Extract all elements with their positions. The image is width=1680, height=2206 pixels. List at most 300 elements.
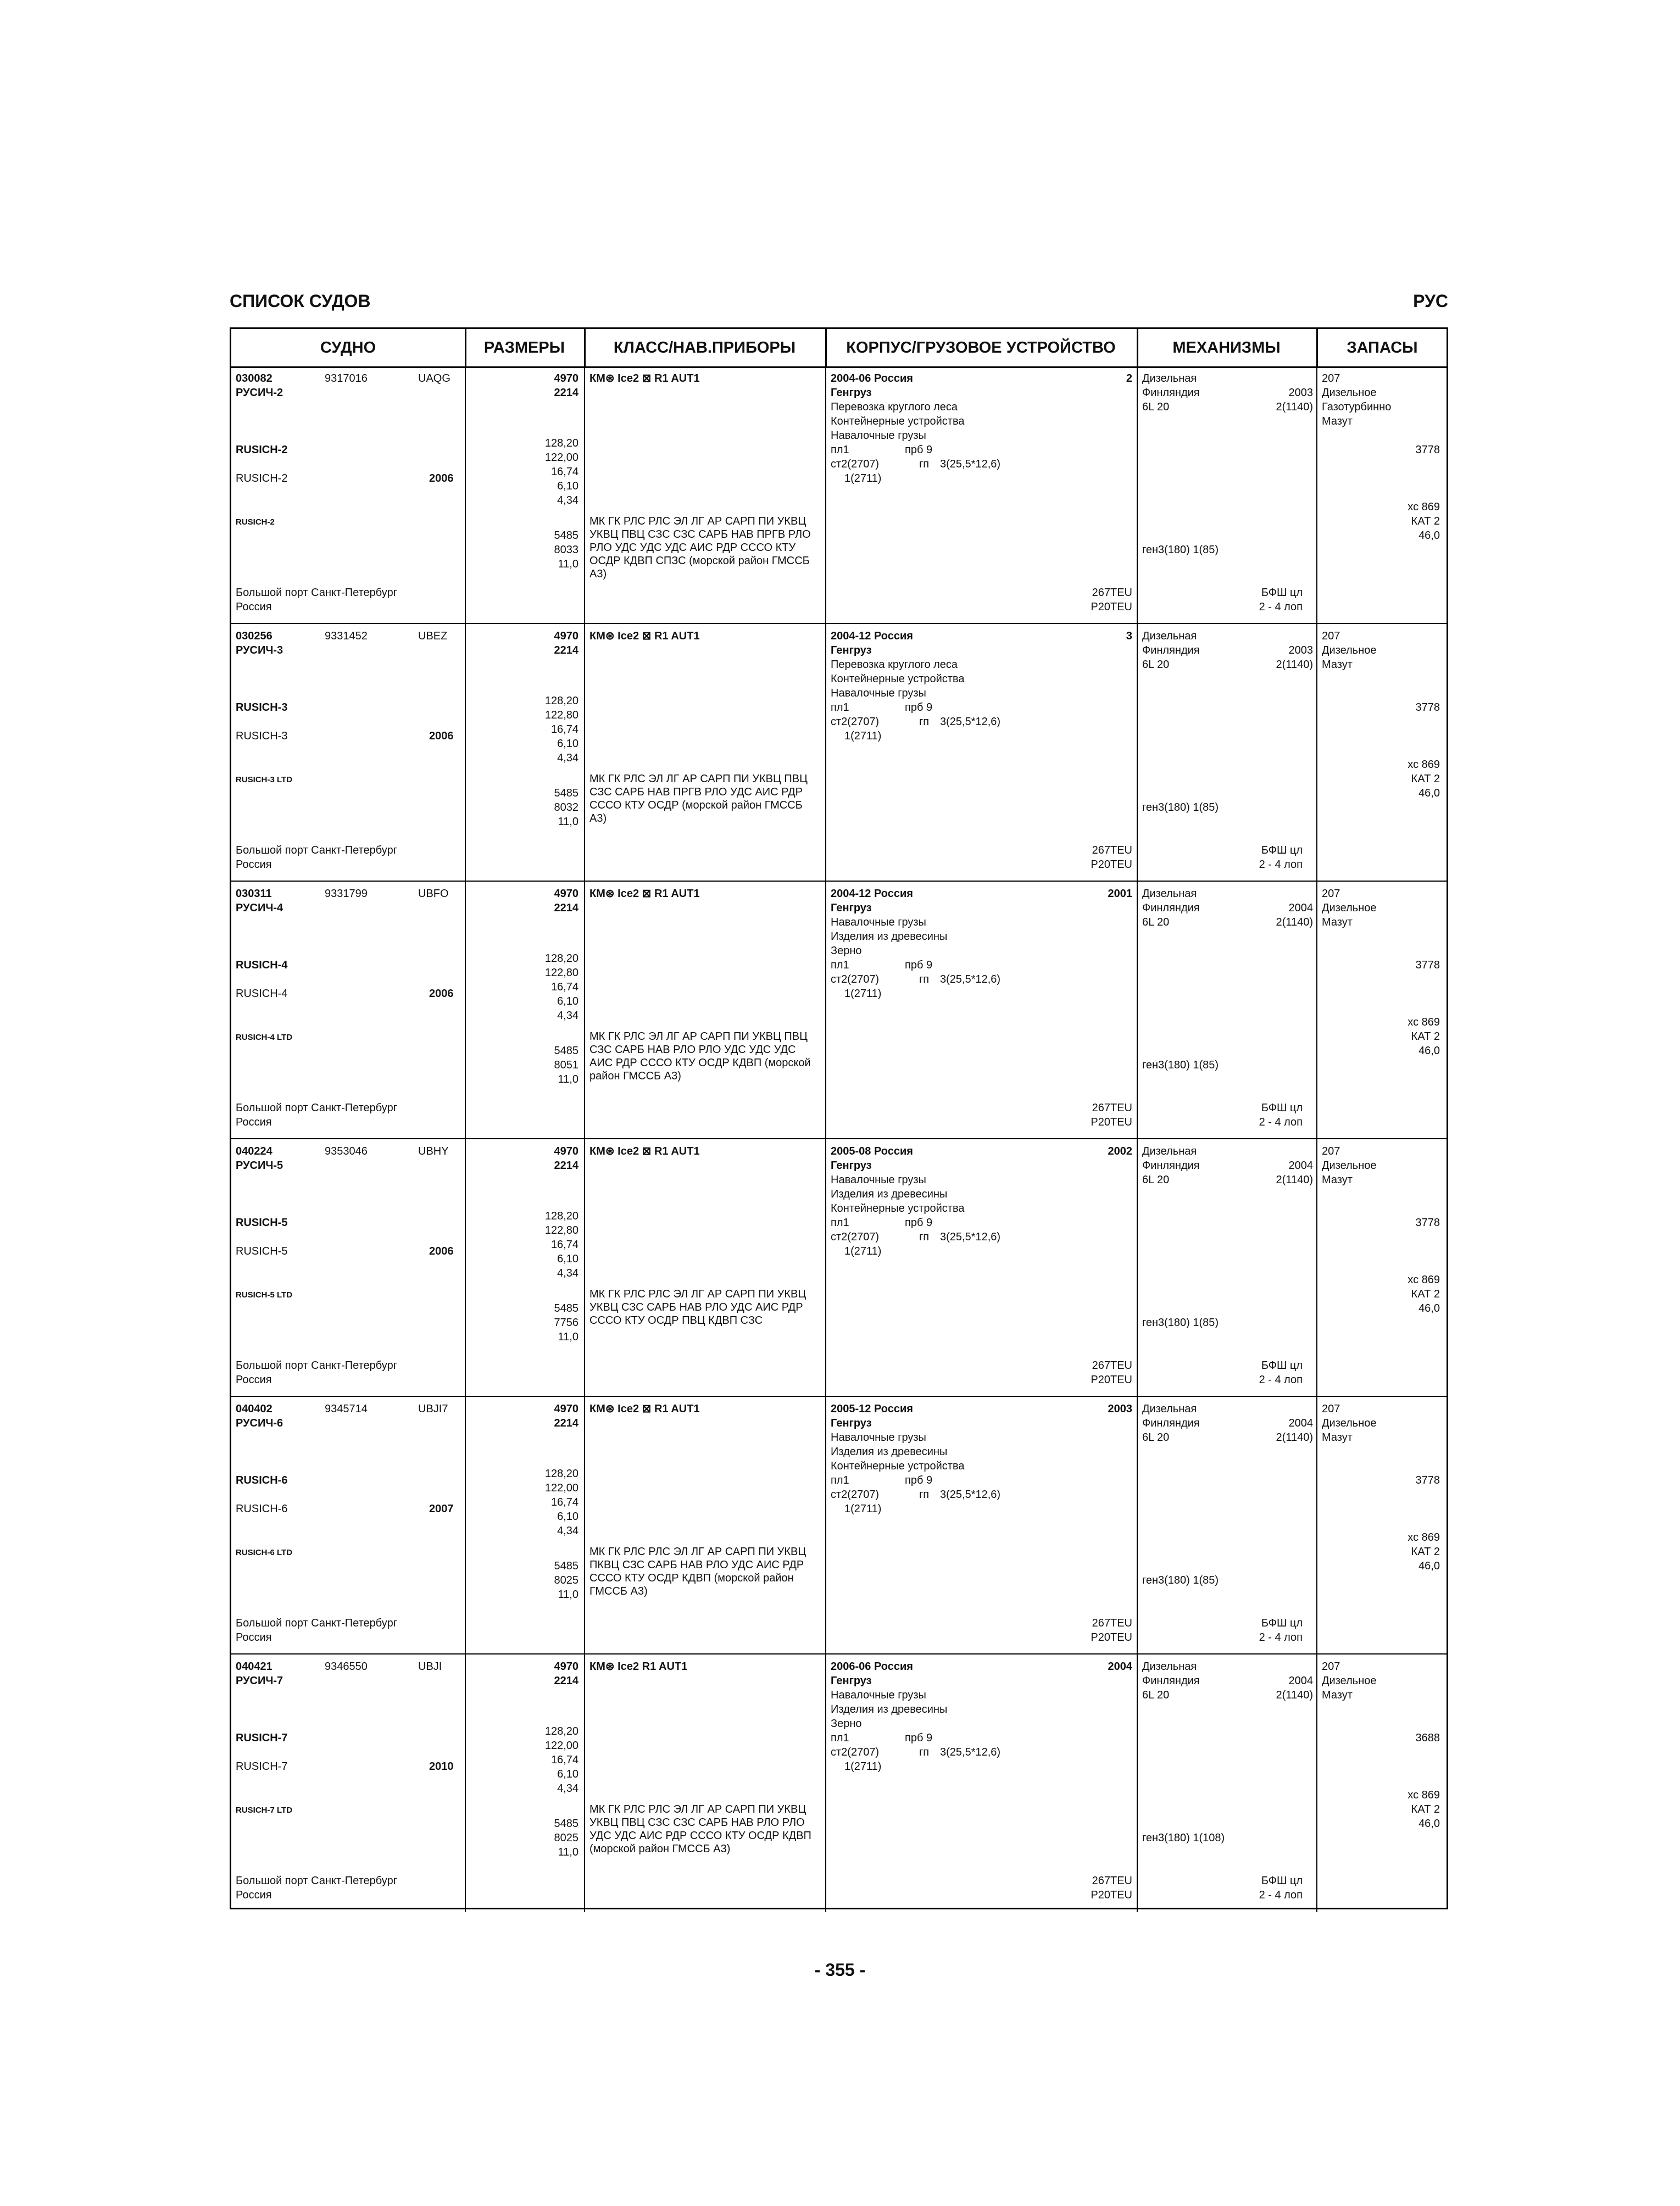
teu-20ft: P20TEU (1091, 1889, 1132, 1901)
stores-code: 207 (1322, 1145, 1340, 1157)
generators: ген3(180) 1(85) (1142, 1059, 1219, 1071)
bulkheads: прб 9 (905, 959, 933, 971)
hatch-label: гп (919, 1746, 930, 1758)
hull-built: 2006-06 Россия (831, 1661, 913, 1673)
engine-year: 2004 (1288, 1160, 1313, 1172)
home-port: Большой порт Санкт-Петербург (236, 1875, 398, 1887)
capacity-1: 5485 (554, 1818, 578, 1830)
stores-extra-2: КАТ 2 (1411, 1288, 1440, 1300)
fuel-1: Дизельное (1322, 1417, 1377, 1429)
capacity-2: 8033 (554, 544, 578, 556)
bulkheads: прб 9 (905, 1217, 933, 1229)
hull-built: 2005-12 Россия (831, 1403, 913, 1415)
cranes: ст2(2707) (831, 716, 880, 728)
hull-number: 3 (1126, 630, 1132, 642)
gross-tonnage: 2214 (554, 387, 578, 399)
gross-tonnage: 2214 (554, 902, 578, 914)
capacity-2: 8025 (554, 1574, 578, 1586)
cargo-type-3: Навалочные грузы (831, 430, 926, 442)
class-notation: КМ⊛ Ice2 ⊠ R1 AUT1 (589, 888, 700, 900)
build-year: 2007 (429, 1503, 454, 1515)
cargo-type-2: Контейнерные устройства (831, 673, 965, 685)
draught: 4,34 (557, 1010, 578, 1022)
capacity-1: 5485 (554, 1302, 578, 1314)
operator: RUSICH-4 LTD (236, 1033, 293, 1042)
capacity-1: 5485 (554, 530, 578, 542)
capacity-1: 5485 (554, 1560, 578, 1572)
hull-built: 2004-12 Россия (831, 630, 913, 642)
hatch-label: гп (919, 1231, 930, 1243)
engine-country: Финляндия (1142, 1160, 1200, 1172)
stores-extra-3: 46,0 (1418, 787, 1440, 799)
cargo-type-2: Изделия из древесины (831, 1188, 948, 1200)
home-port: Большой порт Санкт-Петербург (236, 1360, 398, 1372)
gross-tonnage: 2214 (554, 644, 578, 656)
cranes-2: 1(2711) (844, 472, 882, 484)
bulkheads: прб 9 (905, 701, 933, 714)
cranes: ст2(2707) (831, 1746, 880, 1758)
teu-capacity: 267TEU (1092, 1360, 1132, 1372)
gross-tonnage: 2214 (554, 1675, 578, 1687)
build-year: 2006 (429, 472, 454, 484)
builder: Генгруз (831, 1675, 872, 1687)
class-notation: КМ⊛ Ice2 ⊠ R1 AUT1 (589, 372, 700, 385)
length-pp: 122,00 (544, 452, 578, 464)
cargo-type-3: Контейнерные устройства (831, 1460, 965, 1472)
engine-model: 6L 20 (1142, 1689, 1170, 1701)
cranes-2: 1(2711) (844, 1761, 882, 1773)
stores-extra-2: КАТ 2 (1411, 773, 1440, 785)
operator: RUSICH-3 LTD (236, 775, 293, 784)
generators: ген3(180) 1(85) (1142, 1574, 1219, 1586)
former-name: RUSICH-5 (236, 1245, 288, 1257)
propeller: БФШ цл (1261, 844, 1303, 856)
stores-extra-3: 46,0 (1418, 1045, 1440, 1057)
build-year: 2006 (429, 730, 454, 742)
breadth: 16,74 (550, 723, 578, 736)
home-port: Большой порт Санкт-Петербург (236, 587, 398, 599)
name-en: RUSICH-7 (236, 1732, 288, 1744)
engine-country: Финляндия (1142, 1675, 1200, 1687)
build-year: 2010 (429, 1761, 454, 1773)
depth: 6,10 (557, 1253, 578, 1265)
imo-number: 9346550 (325, 1661, 368, 1673)
builder: Генгруз (831, 387, 872, 399)
operator: RUSICH-2 (236, 517, 275, 527)
engine-year: 2004 (1288, 1417, 1313, 1429)
cargo-type-2: Изделия из древесины (831, 931, 948, 943)
stores-code: 207 (1322, 372, 1340, 385)
name-en: RUSICH-6 (236, 1474, 288, 1486)
draught: 4,34 (557, 752, 578, 764)
flag-country: Россия (236, 1116, 272, 1128)
length-overall: 128,20 (544, 1468, 578, 1480)
length-pp: 122,80 (544, 967, 578, 979)
generators: ген3(180) 1(85) (1142, 801, 1219, 814)
draught: 4,34 (557, 1267, 578, 1279)
fuel-1: Дизельное (1322, 1160, 1377, 1172)
propeller-blades: 2 - 4 лоп (1259, 859, 1303, 871)
capacity-2: 8025 (554, 1832, 578, 1844)
fuel-capacity: 3688 (1415, 1732, 1440, 1744)
cargo-type-1: Навалочные грузы (831, 1689, 926, 1701)
name-ru: РУСИЧ-3 (236, 644, 283, 656)
engine-type: Дизельная (1142, 630, 1197, 642)
engine-country: Финляндия (1142, 644, 1200, 656)
fuel-2: Мазут (1322, 659, 1353, 671)
former-name: RUSICH-7 (236, 1761, 288, 1773)
nav-equipment: МК ГК РЛС РЛС ЭЛ ЛГ АР САРП ПИ УКВЦ УКВЦ СЗС САРБ НАВ РЛО УДС АИС РДР СССО КТУ ОСДР ПВЦ КДВП СЗС (589, 1288, 806, 1327)
fuel-1: Дизельное (1322, 387, 1377, 399)
cargo-type-1: Навалочные грузы (831, 1431, 926, 1444)
engine-type: Дизельная (1142, 1145, 1197, 1157)
stores-extra-2: КАТ 2 (1411, 515, 1440, 527)
cargo-type-3: Контейнерные устройства (831, 1202, 965, 1215)
length-overall: 128,20 (544, 695, 578, 707)
decks: пл1 (831, 959, 849, 971)
capacity-1: 5485 (554, 787, 578, 799)
vessel-record (231, 1654, 1447, 1912)
decks: пл1 (831, 701, 849, 714)
home-port: Большой порт Санкт-Петербург (236, 1617, 398, 1629)
col-vessel: СУДНО (320, 339, 376, 356)
flag-country: Россия (236, 1631, 272, 1644)
hatch-dims: 3(25,5*12,6) (940, 1231, 1001, 1243)
cargo-type-3: Зерно (831, 1718, 862, 1730)
cargo-type-1: Перевозка круглого леса (831, 401, 958, 413)
propeller: БФШ цл (1261, 1102, 1303, 1114)
service-speed: 11,0 (558, 1846, 578, 1858)
fuel-1: Дизельное (1322, 1675, 1377, 1687)
capacity-2: 8051 (554, 1059, 578, 1071)
fuel-capacity: 3778 (1415, 959, 1440, 971)
former-name: RUSICH-6 (236, 1503, 288, 1515)
hull-built: 2005-08 Россия (831, 1145, 913, 1157)
operator: RUSICH-6 LTD (236, 1548, 293, 1557)
class-notation: КМ⊛ Ice2 ⊠ R1 AUT1 (589, 1403, 700, 1415)
nav-equipment: МК ГК РЛС ЭЛ ЛГ АР САРП ПИ УКВЦ ПВЦ СЗС САРБ НАВ РЛО РЛО УДС УДС УДС АИС РДР СССО КТУ ОСДР КДВП (морской район ГМССБ А3) (589, 1030, 811, 1082)
name-ru: РУСИЧ-5 (236, 1160, 283, 1172)
flag-country: Россия (236, 1889, 272, 1901)
service-speed: 11,0 (558, 1073, 578, 1085)
call-sign: UBHY (418, 1145, 449, 1157)
reg-number: 030311 (236, 888, 272, 900)
engine-power: 2(1140) (1276, 1174, 1313, 1186)
length-overall: 128,20 (544, 1210, 578, 1222)
service-speed: 11,0 (558, 1589, 578, 1601)
generators: ген3(180) 1(85) (1142, 1317, 1219, 1329)
fuel-capacity: 3778 (1415, 701, 1440, 714)
hatch-dims: 3(25,5*12,6) (940, 1489, 1001, 1501)
engine-power: 2(1140) (1276, 401, 1313, 413)
class-notation: КМ⊛ Ice2 R1 AUT1 (589, 1661, 688, 1673)
engine-model: 6L 20 (1142, 916, 1170, 928)
engine-country: Финляндия (1142, 387, 1200, 399)
hull-number: 2004 (1108, 1661, 1132, 1673)
hull-number: 2003 (1108, 1403, 1132, 1415)
length-pp: 122,80 (544, 1224, 578, 1236)
cargo-type-2: Контейнерные устройства (831, 415, 965, 427)
deadweight: 4970 (554, 888, 578, 900)
breadth: 16,74 (550, 981, 578, 993)
propeller-blades: 2 - 4 лоп (1259, 1374, 1303, 1386)
engine-type: Дизельная (1142, 372, 1197, 385)
former-name: RUSICH-2 (236, 472, 288, 484)
stores-extra-3: 46,0 (1418, 1302, 1440, 1314)
imo-number: 9331799 (325, 888, 368, 900)
name-en: RUSICH-5 (236, 1217, 288, 1229)
build-year: 2006 (429, 1245, 454, 1257)
fuel-3: Мазут (1322, 415, 1353, 427)
deadweight: 4970 (554, 630, 578, 642)
col-dimensions: РАЗМЕРЫ (483, 339, 565, 356)
hull-number: 2002 (1108, 1145, 1132, 1157)
name-en: RUSICH-3 (236, 701, 288, 714)
reg-number: 030082 (236, 372, 272, 385)
fuel-1: Дизельное (1322, 902, 1377, 914)
draught: 4,34 (557, 494, 578, 506)
bulkheads: прб 9 (905, 444, 933, 456)
col-class: КЛАСС/НАВ.ПРИБОРЫ (613, 339, 796, 356)
hatch-dims: 3(25,5*12,6) (940, 973, 1001, 985)
propeller-blades: 2 - 4 лоп (1259, 1889, 1303, 1901)
length-overall: 128,20 (544, 952, 578, 965)
imo-number: 9353046 (325, 1145, 368, 1157)
capacity-2: 7756 (554, 1317, 578, 1329)
call-sign: UBJI (418, 1661, 442, 1673)
stores-extra-3: 46,0 (1418, 1818, 1440, 1830)
engine-model: 6L 20 (1142, 659, 1170, 671)
engine-country: Финляндия (1142, 902, 1200, 914)
engine-country: Финляндия (1142, 1417, 1200, 1429)
cranes: ст2(2707) (831, 1231, 880, 1243)
col-machinery: МЕХАНИЗМЫ (1172, 339, 1281, 356)
gross-tonnage: 2214 (554, 1160, 578, 1172)
deadweight: 4970 (554, 1661, 578, 1673)
stores-extra-1: хс 869 (1408, 1531, 1440, 1544)
length-pp: 122,00 (544, 1740, 578, 1752)
fuel-capacity: 3778 (1415, 1217, 1440, 1229)
stores-extra-1: хс 869 (1408, 1016, 1440, 1028)
generators: ген3(180) 1(85) (1142, 544, 1219, 556)
service-speed: 11,0 (558, 1331, 578, 1343)
call-sign: UBJI7 (418, 1403, 448, 1415)
capacity-2: 8032 (554, 801, 578, 814)
builder: Генгруз (831, 644, 872, 656)
teu-20ft: P20TEU (1091, 1374, 1132, 1386)
fuel-2: Мазут (1322, 1431, 1353, 1444)
stores-extra-2: КАТ 2 (1411, 1546, 1440, 1558)
cargo-type-3: Навалочные грузы (831, 687, 926, 699)
depth: 6,10 (557, 480, 578, 492)
stores-extra-2: КАТ 2 (1411, 1803, 1440, 1815)
engine-power: 2(1140) (1276, 659, 1313, 671)
cranes-2: 1(2711) (844, 730, 882, 742)
page-title: СПИСОК СУДОВ (230, 291, 371, 311)
name-ru: РУСИЧ-7 (236, 1675, 283, 1687)
imo-number: 9317016 (325, 372, 368, 385)
length-pp: 122,80 (544, 709, 578, 721)
deadweight: 4970 (554, 1403, 578, 1415)
builder: Генгруз (831, 902, 872, 914)
engine-year: 2004 (1288, 902, 1313, 914)
engine-type: Дизельная (1142, 1661, 1197, 1673)
flag-country: Россия (236, 859, 272, 871)
cargo-type-3: Зерно (831, 945, 862, 957)
class-notation: КМ⊛ Ice2 ⊠ R1 AUT1 (589, 630, 700, 642)
builder: Генгруз (831, 1160, 872, 1172)
stores-extra-3: 46,0 (1418, 530, 1440, 542)
cargo-type-1: Навалочные грузы (831, 1174, 926, 1186)
cargo-type-2: Изделия из древесины (831, 1703, 948, 1715)
hull-built: 2004-06 Россия (831, 372, 913, 385)
breadth: 16,74 (550, 466, 578, 478)
imo-number: 9331452 (325, 630, 368, 642)
engine-type: Дизельная (1142, 888, 1197, 900)
hatch-dims: 3(25,5*12,6) (940, 458, 1001, 470)
engine-model: 6L 20 (1142, 1431, 1170, 1444)
reg-number: 040402 (236, 1403, 272, 1415)
home-port: Большой порт Санкт-Петербург (236, 844, 398, 856)
hatch-label: гп (919, 716, 930, 728)
depth: 6,10 (557, 1511, 578, 1523)
depth: 6,10 (557, 738, 578, 750)
reg-number: 040421 (236, 1661, 272, 1673)
builder: Генгруз (831, 1417, 872, 1429)
cranes: ст2(2707) (831, 973, 880, 985)
vessel-record (231, 1139, 1447, 1397)
nav-equipment: МК ГК РЛС РЛС ЭЛ ЛГ АР САРП ПИ УКВЦ УКВЦ ПВЦ СЗС СЗС САРБ НАВ РЛО РЛО УДС УДС АИС РДР СССО КТУ ОСДР КДВП (морской район ГМССБ А3) (589, 1803, 811, 1855)
name-en: RUSICH-4 (236, 959, 288, 971)
page-code: РУС (1413, 291, 1448, 311)
stores-code: 207 (1322, 1661, 1340, 1673)
teu-capacity: 267TEU (1092, 844, 1132, 856)
deadweight: 4970 (554, 1145, 578, 1157)
col-stores: ЗАПАСЫ (1347, 339, 1418, 356)
operator: RUSICH-7 LTD (236, 1806, 293, 1815)
page-number: - 355 - (814, 1960, 866, 1980)
deadweight: 4970 (554, 372, 578, 385)
propeller: БФШ цл (1261, 1875, 1303, 1887)
engine-year: 2003 (1288, 387, 1313, 399)
engine-model: 6L 20 (1142, 1174, 1170, 1186)
former-name: RUSICH-4 (236, 988, 288, 1000)
stores-extra-1: хс 869 (1408, 759, 1440, 771)
cranes: ст2(2707) (831, 1489, 880, 1501)
depth: 6,10 (557, 1768, 578, 1780)
capacity-1: 5485 (554, 1045, 578, 1057)
call-sign: UBFO (418, 888, 449, 900)
teu-20ft: P20TEU (1091, 601, 1132, 613)
teu-capacity: 267TEU (1092, 587, 1132, 599)
hatch-label: гп (919, 1489, 930, 1501)
propeller-blades: 2 - 4 лоп (1259, 601, 1303, 613)
engine-model: 6L 20 (1142, 401, 1170, 413)
engine-power: 2(1140) (1276, 1689, 1313, 1701)
stores-extra-3: 46,0 (1418, 1560, 1440, 1572)
fuel-2: Мазут (1322, 1174, 1353, 1186)
length-pp: 122,00 (544, 1482, 578, 1494)
draught: 4,34 (557, 1782, 578, 1795)
propeller-blades: 2 - 4 лоп (1259, 1631, 1303, 1644)
engine-year: 2003 (1288, 644, 1313, 656)
depth: 6,10 (557, 995, 578, 1007)
bulkheads: прб 9 (905, 1474, 933, 1486)
propeller-blades: 2 - 4 лоп (1259, 1116, 1303, 1128)
cargo-type-2: Изделия из древесины (831, 1446, 948, 1458)
engine-year: 2004 (1288, 1675, 1313, 1687)
teu-20ft: P20TEU (1091, 859, 1132, 871)
reg-number: 030256 (236, 630, 272, 642)
hatch-dims: 3(25,5*12,6) (940, 716, 1001, 728)
breadth: 16,74 (550, 1496, 578, 1508)
length-overall: 128,20 (544, 1725, 578, 1737)
fuel-2: Газотурбинно (1322, 401, 1392, 413)
generators: ген3(180) 1(108) (1142, 1832, 1225, 1844)
nav-equipment: МК ГК РЛС ЭЛ ЛГ АР САРП ПИ УКВЦ ПВЦ СЗС САРБ НАВ ПРГВ РЛО УДС АИС РДР СССО КТУ ОСДР (морской район ГМССБ А3) (589, 773, 808, 825)
cranes-2: 1(2711) (844, 1503, 882, 1515)
decks: пл1 (831, 1474, 849, 1486)
teu-20ft: P20TEU (1091, 1116, 1132, 1128)
teu-20ft: P20TEU (1091, 1631, 1132, 1644)
call-sign: UBEZ (418, 630, 448, 642)
teu-capacity: 267TEU (1092, 1102, 1132, 1114)
stores-code: 207 (1322, 630, 1340, 642)
decks: пл1 (831, 1732, 849, 1744)
bulkheads: прб 9 (905, 1732, 933, 1744)
fuel-2: Мазут (1322, 916, 1353, 928)
engine-power: 2(1140) (1276, 916, 1313, 928)
service-speed: 11,0 (558, 816, 578, 828)
former-name: RUSICH-3 (236, 730, 288, 742)
stores-code: 207 (1322, 888, 1340, 900)
reg-number: 040224 (236, 1145, 272, 1157)
call-sign: UAQG (418, 372, 450, 385)
fuel-capacity: 3778 (1415, 444, 1440, 456)
draught: 4,34 (557, 1525, 578, 1537)
stores-extra-1: хс 869 (1408, 501, 1440, 513)
page-header (230, 291, 1448, 319)
cranes-2: 1(2711) (844, 988, 882, 1000)
fuel-capacity: 3778 (1415, 1474, 1440, 1486)
teu-capacity: 267TEU (1092, 1875, 1132, 1887)
breadth: 16,74 (550, 1239, 578, 1251)
hull-number: 2 (1126, 372, 1132, 385)
decks: пл1 (831, 1217, 849, 1229)
flag-country: Россия (236, 1374, 272, 1386)
nav-equipment: МК ГК РЛС РЛС ЭЛ ЛГ АР САРП ПИ УКВЦ УКВЦ ПВЦ СЗС СЗС САРБ НАВ ПРГВ РЛО РЛО УДС УДС УДС АИС РДР СССО КТУ ОСДР КДВП СПЗС (морской район ГМССБ А3) (589, 515, 811, 580)
hatch-label: гп (919, 458, 930, 470)
breadth: 16,74 (550, 1754, 578, 1766)
vessel-record (231, 882, 1447, 1139)
stores-extra-1: хс 869 (1408, 1274, 1440, 1286)
vessel-table (230, 327, 1448, 1909)
fuel-2: Мазут (1322, 1689, 1353, 1701)
propeller: БФШ цл (1261, 1360, 1303, 1372)
class-notation: КМ⊛ Ice2 ⊠ R1 AUT1 (589, 1145, 700, 1157)
home-port: Большой порт Санкт-Петербург (236, 1102, 398, 1114)
hull-number: 2001 (1108, 888, 1132, 900)
fuel-1: Дизельное (1322, 644, 1377, 656)
cranes-2: 1(2711) (844, 1245, 882, 1257)
name-ru: РУСИЧ-6 (236, 1417, 283, 1429)
hatch-label: гп (919, 973, 930, 985)
name-ru: РУСИЧ-2 (236, 387, 283, 399)
flag-country: Россия (236, 601, 272, 613)
nav-equipment: МК ГК РЛС РЛС ЭЛ ЛГ АР САРП ПИ УКВЦ ПКВЦ СЗС САРБ НАВ РЛО УДС АИС РДР СССО КТУ ОСДР КДВП (морской район ГМССБ А3) (589, 1546, 806, 1597)
hatch-dims: 3(25,5*12,6) (940, 1746, 1001, 1758)
gross-tonnage: 2214 (554, 1417, 578, 1429)
